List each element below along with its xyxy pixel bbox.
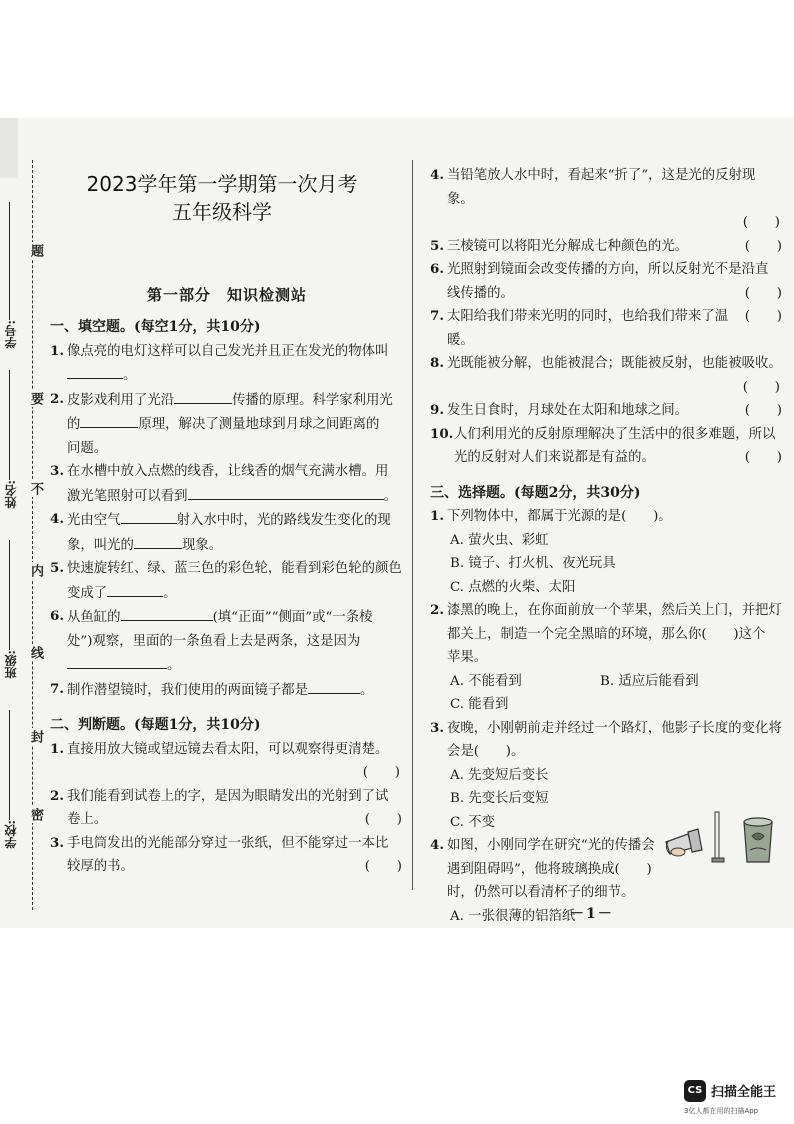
binding-char: 内 bbox=[28, 564, 43, 577]
question-text: 都关上，制造一个完全黑暗的环境，那么你( )这个 bbox=[447, 626, 766, 642]
scanner-watermark bbox=[684, 1078, 794, 1118]
judge-question-5 bbox=[430, 235, 782, 259]
part-title: 第一部分 知识检测站 bbox=[146, 286, 307, 304]
school-blank[interactable] bbox=[9, 710, 10, 820]
question-number: 5. bbox=[50, 560, 64, 576]
question-number: 6. bbox=[430, 261, 444, 277]
question-text: 变成了 bbox=[67, 585, 108, 601]
question-text: 三棱镜可以将阳光分解成七种颜色的光。 bbox=[447, 238, 689, 254]
question-text: 的 bbox=[67, 417, 81, 432]
question-text: 下列物体中，都属于光源的是( )。 bbox=[447, 509, 672, 524]
student-id-blank[interactable] bbox=[9, 202, 10, 320]
judge-question-4 bbox=[430, 164, 782, 235]
answer-blank[interactable] bbox=[308, 678, 360, 694]
question-number: 1. bbox=[430, 508, 444, 524]
fill-question-7 bbox=[50, 678, 402, 703]
question-text: 苹果。 bbox=[447, 650, 488, 665]
question-text: 会是( )。 bbox=[447, 744, 525, 759]
question-text: 光由空气 bbox=[67, 513, 121, 528]
answer-blank[interactable] bbox=[67, 363, 123, 379]
answer-blank[interactable] bbox=[121, 508, 177, 524]
class-blank[interactable] bbox=[9, 540, 10, 650]
choice-option[interactable]: A. 先变短后变长 bbox=[450, 767, 549, 783]
judge-question-6 bbox=[430, 258, 782, 305]
school-label: 学校: bbox=[4, 820, 18, 849]
question-text: 快速旋转红、绿、蓝三色的彩色轮，能看到彩色轮的颜色 bbox=[67, 561, 402, 576]
question-number: 4. bbox=[430, 167, 444, 183]
binding-char: 不 bbox=[28, 482, 43, 495]
question-text: 当铅笔放人水中时，看起来“折了”，这是光的反射现象。 bbox=[447, 168, 756, 207]
question-text: 处”)观察，里面的一条鱼看上去是两条，这是因为 bbox=[67, 633, 361, 649]
question-text: 射入水中时，光的路线发生变化的现 bbox=[176, 513, 391, 528]
answer-blank[interactable] bbox=[107, 581, 163, 597]
fill-question-2 bbox=[50, 388, 402, 461]
fill-question-4 bbox=[50, 508, 402, 557]
question-text: 光的反射对人们来说都是有益的。 bbox=[454, 450, 655, 465]
choice-option[interactable]: A. 不能看到 bbox=[450, 673, 522, 689]
binding-char: 线 bbox=[28, 646, 43, 659]
question-text: 人们利用光的反射原理解决了生活中的很多难题，所以 bbox=[454, 426, 776, 442]
exam-title bbox=[52, 170, 392, 226]
question-number: 2. bbox=[430, 602, 444, 618]
answer-blank[interactable] bbox=[174, 388, 232, 404]
judge-question-1 bbox=[50, 738, 402, 785]
question-number: 1. bbox=[50, 342, 64, 359]
choice-option[interactable]: B. 适应后能看到 bbox=[600, 673, 699, 689]
judge-question-10 bbox=[430, 423, 782, 470]
question-text: 。 bbox=[167, 658, 181, 673]
question-text: 漆黑的晚上，在你面前放一个苹果，然后关上门，并把灯 bbox=[447, 603, 782, 618]
question-text: 光照射到镜面会改变传播的方向，所以反射光不是沿直 bbox=[447, 262, 769, 277]
question-text: 线传播的。 bbox=[447, 285, 514, 301]
choice-option[interactable]: C. 点燃的火柴、太阳 bbox=[450, 579, 576, 595]
question-text: 原理，解决了测量地球到月球之间距离的 bbox=[138, 417, 380, 432]
answer-paren[interactable]: ( ) bbox=[744, 238, 782, 254]
exam-title-line1: 2023学年第一学期第一次月考 bbox=[86, 172, 358, 196]
question-number: 3. bbox=[50, 834, 64, 851]
fill-question-1 bbox=[50, 340, 402, 388]
question-text: 我们能看到试卷上的字，是因为眼睛发出的光射到了试 bbox=[67, 788, 389, 804]
question-number: 10. bbox=[430, 425, 454, 442]
binding-char: 封 bbox=[28, 730, 43, 743]
question-number: 4. bbox=[50, 511, 64, 527]
question-text: 在水槽中放入点燃的线香，让线香的烟气充满水槽。用 bbox=[67, 464, 389, 479]
question-text: 太阳给我们带来光明的同时，也给我们带来了温暖。 bbox=[447, 309, 729, 348]
flashlight-icon bbox=[666, 829, 702, 856]
question-text: 问题。 bbox=[67, 440, 108, 456]
question-text: 皮影戏利用了光沿 bbox=[67, 392, 175, 408]
choice-question-3 bbox=[430, 717, 782, 764]
fill-question-3 bbox=[50, 460, 402, 508]
watermark-tagline: 3亿人都在用的扫描App bbox=[684, 1107, 759, 1115]
answer-blank[interactable] bbox=[80, 412, 138, 428]
answer-paren[interactable]: ( ) bbox=[742, 379, 780, 395]
column-divider bbox=[412, 160, 413, 890]
question-text: 夜晚，小刚朝前走并经过一个路灯，他影子长度的变化将 bbox=[447, 720, 782, 736]
flashlight-glass-cup-illustration bbox=[662, 808, 780, 866]
binding-margin bbox=[0, 150, 52, 910]
question-number: 8. bbox=[430, 355, 444, 371]
question-text: 传播的原理。科学家利用光 bbox=[232, 392, 393, 408]
glass-plate-icon bbox=[712, 812, 724, 862]
answer-paren[interactable]: ( ) bbox=[744, 450, 782, 465]
fill-question-6 bbox=[50, 605, 402, 678]
student-id-label: 学号: bbox=[4, 320, 18, 349]
exam-title-line2: 五年级科学 bbox=[172, 200, 272, 224]
answer-paren[interactable]: ( ) bbox=[744, 285, 782, 301]
name-label: 姓名: bbox=[4, 480, 18, 509]
question-text: 。 bbox=[163, 585, 177, 601]
question-text: 直接用放大镜或望远镜去看太阳，可以观察得更清楚。 bbox=[67, 741, 389, 757]
binding-char: 题 bbox=[28, 244, 43, 257]
question-number: 7. bbox=[50, 680, 64, 697]
question-text: 激光笔照射可以看到 bbox=[67, 488, 188, 504]
question-text: 卷上。 bbox=[67, 812, 108, 827]
judge-question-2 bbox=[50, 785, 402, 832]
answer-blank[interactable] bbox=[121, 605, 213, 621]
watermark-app-name: 扫描全能王 bbox=[711, 1085, 777, 1100]
question-text: 发生日食时，月球处在太阳和地球之间。 bbox=[447, 403, 689, 418]
question-number: 5. bbox=[430, 237, 444, 254]
question-number: 2. bbox=[50, 390, 64, 407]
question-number: 9. bbox=[430, 402, 444, 418]
choice-option[interactable]: B. 镜子、打火机、夜光玩具 bbox=[450, 556, 616, 571]
question-number: 2. bbox=[50, 787, 64, 804]
fill-question-5 bbox=[50, 557, 402, 605]
judge-question-7 bbox=[430, 305, 782, 352]
choice-question-2 bbox=[430, 599, 782, 670]
binding-char: 要 bbox=[28, 392, 43, 405]
cup-icon bbox=[744, 818, 772, 862]
question-number: 3. bbox=[430, 719, 444, 736]
answer-paren[interactable]: ( ) bbox=[744, 309, 782, 324]
question-text: 时，仍然可以看清杯子的细节。 bbox=[447, 885, 635, 900]
answer-paren[interactable]: ( ) bbox=[364, 859, 402, 874]
question-text: 从鱼缸的 bbox=[67, 610, 121, 625]
name-blank[interactable] bbox=[9, 370, 10, 480]
judge-question-3 bbox=[50, 832, 402, 879]
question-number: 4. bbox=[430, 837, 444, 853]
choice-option[interactable]: C. 不变 bbox=[450, 814, 496, 830]
question-text: 。 bbox=[383, 488, 397, 504]
answer-paren[interactable]: ( ) bbox=[364, 812, 402, 827]
question-text: 如图，小刚同学在研究“光的传播会 bbox=[447, 838, 655, 853]
section-judge-title: 二、判断题。(每题1分，共10分) bbox=[50, 717, 261, 733]
answer-blank[interactable] bbox=[134, 533, 182, 549]
answer-paren[interactable]: ( ) bbox=[744, 403, 782, 418]
judge-question-8 bbox=[430, 352, 782, 399]
question-number: 3. bbox=[50, 463, 64, 479]
page-number: －1－ bbox=[570, 906, 614, 922]
question-text: 光既能被分解，也能被混合；既能被反射，也能被吸收。 bbox=[447, 356, 782, 371]
choice-option[interactable]: C. 能看到 bbox=[450, 697, 509, 712]
section-choice-title: 三、选择题。(每题2分，共30分) bbox=[430, 484, 641, 501]
question-number: 7. bbox=[430, 308, 444, 324]
choice-question-1 bbox=[430, 505, 782, 529]
binding-char: 密 bbox=[28, 808, 43, 821]
question-text: 。 bbox=[123, 368, 137, 383]
question-text: 手电筒发出的光能部分穿过一张纸，但不能穿过一本比 bbox=[67, 835, 389, 851]
choice-option[interactable]: A. 萤火虫、彩虹 bbox=[450, 532, 549, 548]
question-text: 。 bbox=[360, 682, 374, 698]
judge-question-9 bbox=[430, 399, 782, 423]
question-number: 1. bbox=[50, 740, 64, 757]
question-text: 像点亮的电灯这样可以自己发光并且正在发光的物体叫 bbox=[67, 343, 389, 359]
camscanner-logo-icon: CS bbox=[684, 1080, 706, 1102]
question-text: 制作潜望镜时，我们使用的两面镜子都是 bbox=[67, 682, 309, 698]
question-text: 现象。 bbox=[181, 537, 223, 553]
answer-paren[interactable]: ( ) bbox=[362, 765, 400, 780]
question-text: (填“正面”“侧面”或“一条棱 bbox=[212, 610, 373, 625]
question-text: 遇到阻碍吗”，他将玻璃换成( ) bbox=[447, 861, 652, 877]
binding-dashed-line bbox=[32, 160, 33, 910]
class-label: 班级: bbox=[4, 650, 18, 679]
answer-blank[interactable] bbox=[67, 653, 167, 669]
answer-blank[interactable] bbox=[188, 484, 384, 500]
choice-option[interactable]: A. 一张很薄的铝箔纸 bbox=[450, 908, 576, 924]
left-column bbox=[50, 314, 402, 879]
question-text: 象，叫光的 bbox=[67, 537, 134, 553]
answer-paren[interactable]: ( ) bbox=[742, 215, 780, 230]
section-fill-title: 一、填空题。(每空1分，共10分) bbox=[50, 319, 261, 335]
choice-option[interactable]: B. 先变长后变短 bbox=[450, 791, 549, 806]
question-number: 6. bbox=[50, 608, 64, 624]
question-text: 较厚的书。 bbox=[67, 859, 134, 874]
